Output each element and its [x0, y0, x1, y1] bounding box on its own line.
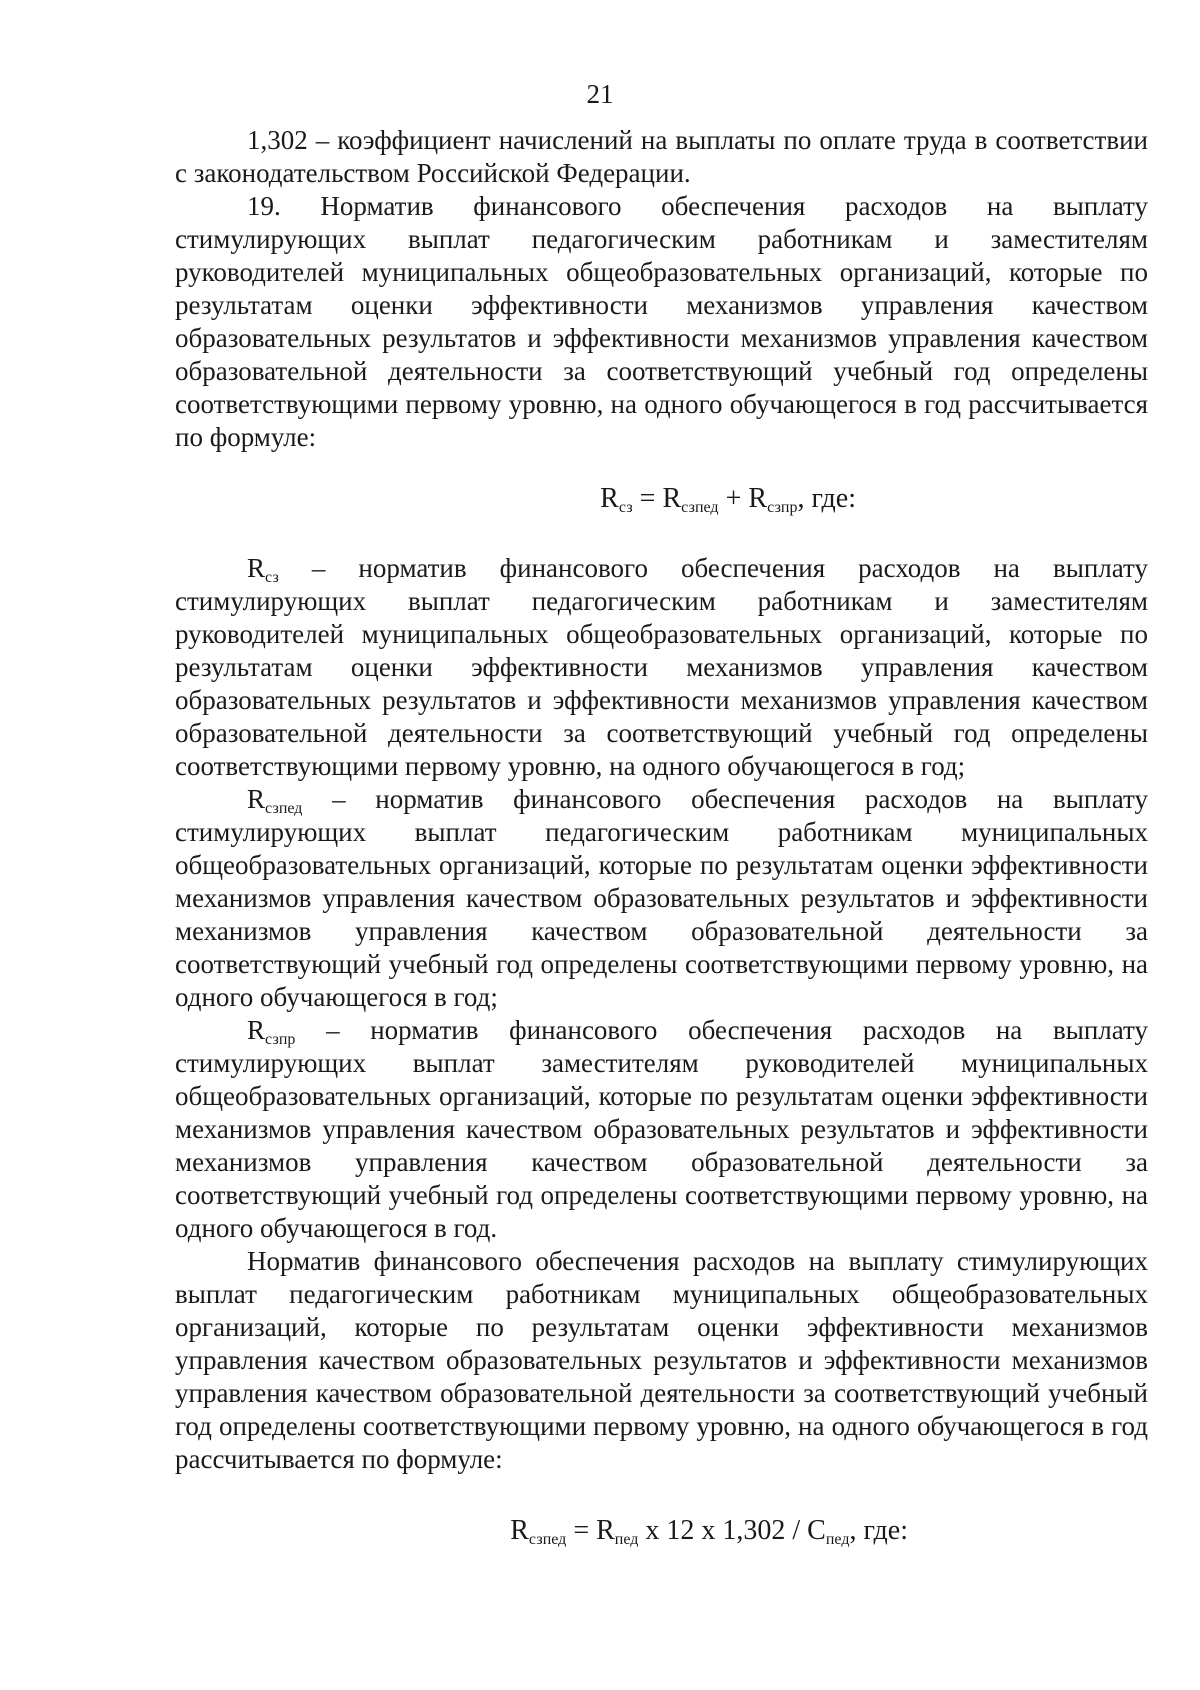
coefficient-paragraph: 1,302 – коэффициент начислений на выплаты по оплате труда в соответствии с законодательством Российской Федерации. — [175, 125, 1148, 188]
formula-operator: + — [718, 483, 749, 514]
formula-operator: x 12 x 1,302 / — [638, 1515, 808, 1546]
page-number: 21 — [586, 79, 614, 109]
formula-tail: , где: — [797, 483, 856, 514]
definition-subscript: сзпр — [265, 1031, 296, 1048]
formula-symbol: R — [510, 1515, 529, 1546]
formula-rszped — [175, 1514, 1148, 1548]
formula-subscript: пед — [614, 1531, 639, 1548]
normative-paragraph: Норматив финансового обеспечения расходов на выплату стимулирующих выплат педагогическим работникам муниципальных общеобразовательных организаций, которые по результатам оценки эффективности механизмов управления качеством образовательных результатов и эффективности механизмов управления качеством образовательной деятельности за соответствующий учебный год определены соответствующими первому уровню, на одного обучающегося в год рассчитывается по формуле: — [175, 1246, 1148, 1474]
formula-symbol: C — [807, 1515, 826, 1546]
definition-symbol: R — [247, 553, 266, 583]
formula-subscript: сзпед — [528, 1531, 567, 1548]
definition-text: – норматив финансового обеспечения расходов на выплату стимулирующих выплат педагогическим работникам и заместителям руководителей муниципальных общеобразовательных организаций, которые по результатам оценки эффективности механизмов управления качеством образовательных результатов и эффективности механизмов управления качеством образовательной деятельности за соответствующий учебный год определены соответствующими первому уровню, на одного обучающегося в год; — [175, 553, 1148, 781]
definition-symbol: R — [247, 784, 266, 814]
formula-operator: = — [632, 483, 663, 514]
formula-subscript: сзпед — [681, 499, 719, 516]
formula-operator: = — [566, 1515, 597, 1546]
definition-rszpr — [175, 1014, 1148, 1245]
formula-symbol: R — [662, 483, 682, 514]
formula-symbol: R — [748, 483, 768, 514]
item-19-paragraph: 19. Норматив финансового обеспечения расходов на выплату стимулирующих выплат педагогическим работникам и заместителям руководителей муниципальных общеобразовательных организаций, которые по результатам оценки эффективности механизмов управления качеством образовательных результатов и эффективности механизмов управления качеством образовательной деятельности за соответствующий учебный год определены соответствующими первому уровню, на одного обучающегося в год рассчитывается по формуле: — [175, 191, 1148, 452]
formula-subscript: пед — [825, 1531, 850, 1548]
definition-rszped — [175, 783, 1148, 1014]
definition-symbol: R — [247, 1015, 266, 1045]
definition-subscript: сз — [265, 569, 279, 586]
definition-text: – норматив финансового обеспечения расходов на выплату стимулирующих выплат педагогическим работникам муниципальных общеобразовательных организаций, которые по результатам оценки эффективности механизмов управления качеством образовательных результатов и эффективности механизмов управления качеством образовательной деятельности за соответствующий учебный год определены соответствующими первому уровню, на одного обучающегося в год; — [175, 784, 1148, 1012]
definition-text: – норматив финансового обеспечения расходов на выплату стимулирующих выплат заместителям руководителей муниципальных общеобразовательных организаций, которые по результатам оценки эффективности механизмов управления качеством образовательных результатов и эффективности механизмов управления качеством образовательной деятельности за соответствующий учебный год определены соответствующими первому уровню, на одного обучающегося в год. — [175, 1015, 1148, 1243]
definition-subscript: сзпед — [265, 800, 303, 817]
definition-rsz — [175, 552, 1148, 783]
formula-subscript: сз — [618, 499, 633, 516]
formula-symbol: R — [596, 1515, 615, 1546]
formula-subscript: сзпр — [767, 499, 798, 516]
formula-tail: , где: — [849, 1515, 908, 1546]
document-body — [175, 124, 1148, 1548]
formula-rsz — [175, 482, 1148, 516]
formula-symbol: R — [600, 483, 619, 514]
